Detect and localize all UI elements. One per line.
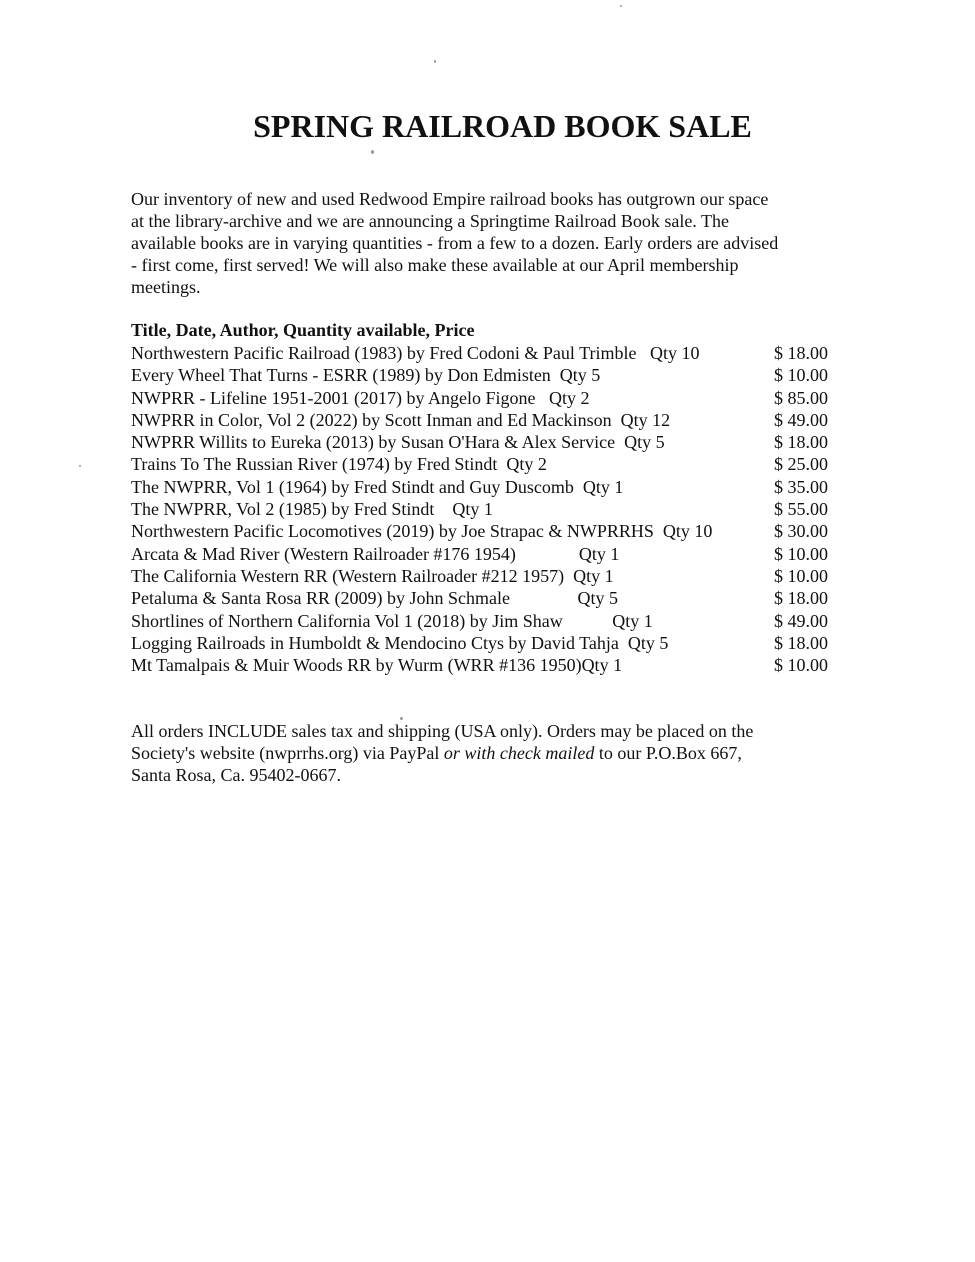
book-price: $ 10.00	[774, 565, 828, 586]
book-description: Arcata & Mad River (Western Railroader #176 1954) Qty 1	[131, 543, 620, 564]
book-price: $ 18.00	[774, 432, 828, 453]
footer-line	[131, 742, 851, 764]
book-price: $ 18.00	[774, 632, 828, 653]
book-price: $ 35.00	[774, 476, 828, 497]
book-row	[131, 409, 841, 431]
book-row	[131, 610, 841, 632]
book-price: $ 85.00	[774, 387, 828, 408]
book-list-header: Title, Date, Author, Quantity available, Price	[131, 320, 475, 340]
book-description: Logging Railroads in Humboldt & Mendocino Ctys by David Tahja Qty 5	[131, 632, 669, 653]
book-price: $ 10.00	[774, 655, 828, 676]
intro-paragraph	[131, 188, 841, 298]
book-row	[131, 498, 841, 520]
scan-speck	[400, 717, 403, 720]
book-description: NWPRR Willits to Eureka (2013) by Susan O'Hara & Alex Service Qty 5	[131, 432, 665, 453]
book-row	[131, 632, 841, 654]
footer-italic-text: or with check mailed	[443, 743, 595, 763]
book-description: The California Western RR (Western Railroader #212 1957) Qty 1	[131, 565, 614, 586]
book-list	[131, 342, 841, 676]
footer-text: Society's website (nwprrhs.org) via PayPal	[131, 743, 444, 763]
scan-speck	[79, 465, 81, 467]
intro-line: - first come, first served! We will also make these available at our April membership	[131, 255, 739, 275]
book-price: $ 18.00	[774, 343, 828, 363]
book-price: $ 10.00	[774, 365, 828, 386]
footer-line: All orders INCLUDE sales tax and shipping (USA only). Orders may be placed on the	[131, 721, 754, 741]
book-row	[131, 342, 841, 364]
intro-line: meetings.	[131, 277, 201, 297]
book-description: Petaluma & Santa Rosa RR (2009) by John Schmale Qty 5	[131, 588, 618, 609]
book-row	[131, 476, 841, 498]
book-description: Trains To The Russian River (1974) by Fred Stindt Qty 2	[131, 454, 547, 475]
book-description: The NWPRR, Vol 1 (1964) by Fred Stindt and Guy Duscomb Qty 1	[131, 476, 624, 497]
scan-speck	[434, 60, 436, 63]
book-price: $ 18.00	[774, 588, 828, 609]
book-row	[131, 387, 841, 409]
scan-speck	[371, 150, 374, 154]
ordering-info	[131, 720, 851, 786]
book-description: NWPRR - Lifeline 1951-2001 (2017) by Angelo Figone Qty 2	[131, 387, 590, 408]
footer-text: to our P.O.Box 667,	[594, 743, 742, 763]
book-description: Every Wheel That Turns - ESRR (1989) by Don Edmisten Qty 5	[131, 365, 601, 386]
book-row	[131, 520, 841, 542]
book-description: NWPRR in Color, Vol 2 (2022) by Scott Inman and Ed Mackinson Qty 12	[131, 409, 671, 430]
book-price: $ 25.00	[774, 454, 828, 475]
book-price: $ 10.00	[774, 543, 828, 564]
book-price: $ 49.00	[774, 409, 828, 430]
book-row	[131, 543, 841, 565]
book-price: $ 49.00	[774, 610, 828, 631]
scan-speck	[620, 5, 622, 7]
book-row	[131, 431, 841, 453]
book-row	[131, 453, 841, 475]
book-price: $ 30.00	[774, 521, 828, 542]
intro-line: Our inventory of new and used Redwood Empire railroad books has outgrown our space	[131, 189, 769, 209]
book-description: Northwestern Pacific Railroad (1983) by Fred Codoni & Paul Trimble Qty 10	[131, 343, 700, 363]
book-description: Shortlines of Northern California Vol 1 (2018) by Jim Shaw Qty 1	[131, 610, 653, 631]
book-description: Mt Tamalpais & Muir Woods RR by Wurm (WRR #136 1950)Qty 1	[131, 655, 623, 676]
book-row	[131, 587, 841, 609]
page-title: SPRING RAILROAD BOOK SALE	[253, 108, 752, 144]
intro-line: available books are in varying quantities - from a few to a dozen. Early orders are advised	[131, 233, 779, 253]
intro-line: at the library-archive and we are announcing a Springtime Railroad Book sale. The	[131, 211, 729, 231]
book-description: Northwestern Pacific Locomotives (2019) by Joe Strapac & NWPRRHS Qty 10	[131, 521, 713, 542]
footer-line: Santa Rosa, Ca. 95402-0667.	[131, 765, 341, 785]
book-row	[131, 565, 841, 587]
book-row	[131, 654, 841, 676]
book-row	[131, 364, 841, 386]
book-description: The NWPRR, Vol 2 (1985) by Fred Stindt Qty 1	[131, 499, 493, 520]
book-price: $ 55.00	[774, 499, 828, 520]
